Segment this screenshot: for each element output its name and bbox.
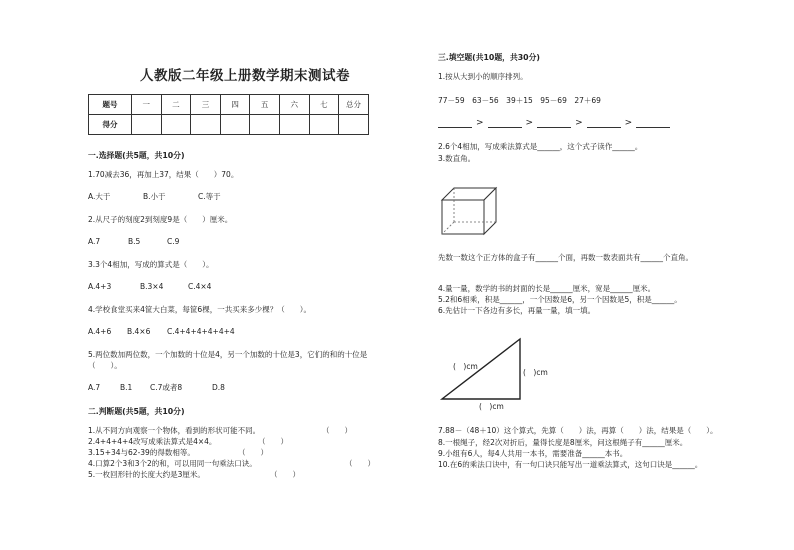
page-title: 人教版二年级上册数学期末测试卷 bbox=[140, 68, 350, 84]
option: A.大于 bbox=[88, 192, 111, 201]
judge-paren-4[interactable]: （ ） bbox=[345, 459, 375, 468]
question-1-1: 1.70减去36，再加上37，结果（ ）70。 bbox=[88, 170, 239, 179]
option: C.7或者8 bbox=[150, 383, 183, 392]
option: C.等于 bbox=[198, 192, 221, 201]
question-3-9: 9.小组有6人，每4人共用一本书，需要准备______本书。 bbox=[438, 449, 628, 458]
judge-item-2: 2.4+4+4+4改写成乘法算式是4×4。 bbox=[88, 437, 217, 446]
judge-paren-1[interactable]: （ ） bbox=[322, 426, 352, 435]
section3-heading: 三.填空题(共10题，共30分) bbox=[438, 53, 540, 62]
answer-blank[interactable] bbox=[537, 119, 571, 128]
question-3-8: 8.一根绳子，经2次对折后，量得长度是8厘米，问这根绳子有______厘米。 bbox=[438, 438, 688, 447]
option: A.4+3 bbox=[88, 282, 112, 291]
option: B.小于 bbox=[143, 192, 166, 201]
option: D.8 bbox=[212, 383, 225, 392]
question-3-3: 3.数直角。 bbox=[438, 154, 476, 163]
cube-question: 先数一数这个正方体的盒子有______个面，再数一数表面共有______个直角。 bbox=[438, 253, 693, 262]
option: B.4×6 bbox=[127, 327, 151, 336]
greater-than-icon: > bbox=[525, 118, 534, 128]
score-cell[interactable] bbox=[161, 115, 191, 135]
question-1-5-cont: （ ）。 bbox=[88, 361, 122, 370]
triangle-label-hypotenuse: ( )cm bbox=[453, 362, 478, 371]
question-3-1-exprs: 77－59 63－56 39＋15 95－69 27＋69 bbox=[438, 96, 601, 105]
score-cell[interactable] bbox=[250, 115, 280, 135]
judge-paren-3[interactable]: （ ） bbox=[238, 448, 268, 457]
option: C.4+4+4+4+4+4 bbox=[167, 327, 235, 336]
score-cell[interactable] bbox=[220, 115, 250, 135]
score-row-label: 得分 bbox=[89, 115, 132, 135]
score-table-header: 六 bbox=[279, 95, 309, 115]
score-table-header: 二 bbox=[161, 95, 191, 115]
question-1-5: 5.两位数加两位数，一个加数的十位是4，另一个加数的十位是3，它们的和的十位是 bbox=[88, 350, 368, 359]
answer-blank[interactable] bbox=[636, 119, 670, 128]
score-table bbox=[88, 94, 369, 135]
question-1-4: 4.学校食堂买来4筐大白菜，每筐6棵，一共买来多少棵？（ ）。 bbox=[88, 305, 311, 314]
answer-blank[interactable] bbox=[488, 119, 522, 128]
option: B.5 bbox=[128, 237, 141, 246]
section1-heading: 一.选择题(共5题，共10分) bbox=[88, 151, 185, 160]
option: A.7 bbox=[88, 237, 101, 246]
option: A.7 bbox=[88, 383, 101, 392]
greater-than-icon: > bbox=[476, 118, 484, 128]
score-cell[interactable] bbox=[132, 115, 162, 135]
option: B.1 bbox=[120, 383, 133, 392]
section2-heading: 二.判断题(共5题，共10分) bbox=[88, 407, 185, 416]
score-table-header: 五 bbox=[250, 95, 280, 115]
question-3-7: 7.88－（48＋10）这个算式，先算（ ）法，再算（ ）法，结果是（ ）。 bbox=[438, 426, 718, 435]
score-cell[interactable] bbox=[279, 115, 309, 135]
score-table-header: 三 bbox=[191, 95, 221, 115]
question-3-4: 4.量一量，数学的书的封面的长是______厘米，宽是______厘米。 bbox=[438, 284, 656, 293]
judge-item-3: 3.15+34与62-39的得数相等。 bbox=[88, 448, 195, 457]
judge-item-5: 5.一枚回形针的长度大约是3厘米。 bbox=[88, 470, 205, 479]
option: A.4+6 bbox=[88, 327, 112, 336]
option: B.3×4 bbox=[140, 282, 164, 291]
triangle-label-base: ( )cm bbox=[479, 402, 504, 411]
score-table-header: 一 bbox=[132, 95, 162, 115]
judge-item-4: 4.口算2个3和3个2的和，可以用同一句乘法口诀。 bbox=[88, 459, 257, 468]
question-3-1: 1.按从大到小的顺序排列。 bbox=[438, 72, 528, 81]
order-blanks bbox=[438, 118, 670, 128]
cube-figure bbox=[440, 186, 500, 236]
score-table-header: 总分 bbox=[339, 95, 369, 115]
judge-item-1: 1.从不同方向观察一个物体，看到的形状可能不同。 bbox=[88, 426, 261, 435]
judge-paren-5[interactable]: （ ） bbox=[270, 470, 300, 479]
greater-than-icon: > bbox=[624, 118, 633, 128]
judge-paren-2[interactable]: （ ） bbox=[258, 437, 288, 446]
question-1-2: 2.从尺子的刻度2到刻度9是（ ）厘米。 bbox=[88, 215, 233, 224]
score-table-header: 四 bbox=[220, 95, 250, 115]
answer-blank[interactable] bbox=[587, 119, 621, 128]
answer-blank[interactable] bbox=[438, 119, 472, 128]
score-table-header: 题号 bbox=[89, 95, 132, 115]
question-3-2: 2.6个4相加，写成乘法算式是______，这个式子读作______。 bbox=[438, 142, 643, 151]
option: C.9 bbox=[167, 237, 180, 246]
question-3-10: 10.在6的乘法口诀中，有一句口诀只能写出一道乘法算式，这句口诀是______。 bbox=[438, 460, 703, 469]
score-cell[interactable] bbox=[339, 115, 369, 135]
score-cell[interactable] bbox=[191, 115, 221, 135]
question-3-5: 5.2和6相乘，积是______，一个因数是6，另一个因数是5，积是______。 bbox=[438, 295, 682, 304]
score-table-header-row bbox=[89, 95, 369, 115]
question-1-3: 3.3个4相加，写成的算式是（ ）。 bbox=[88, 260, 214, 269]
right-triangle-figure bbox=[438, 333, 528, 403]
score-table-header: 七 bbox=[309, 95, 339, 115]
greater-than-icon: > bbox=[575, 118, 583, 128]
triangle-label-vertical: ( )cm bbox=[523, 368, 548, 377]
score-cell[interactable] bbox=[309, 115, 339, 135]
option: C.4×4 bbox=[188, 282, 212, 291]
question-3-6: 6.先估计一下各边有多长，再量一量，填一填。 bbox=[438, 306, 596, 315]
score-table-row bbox=[89, 115, 369, 135]
